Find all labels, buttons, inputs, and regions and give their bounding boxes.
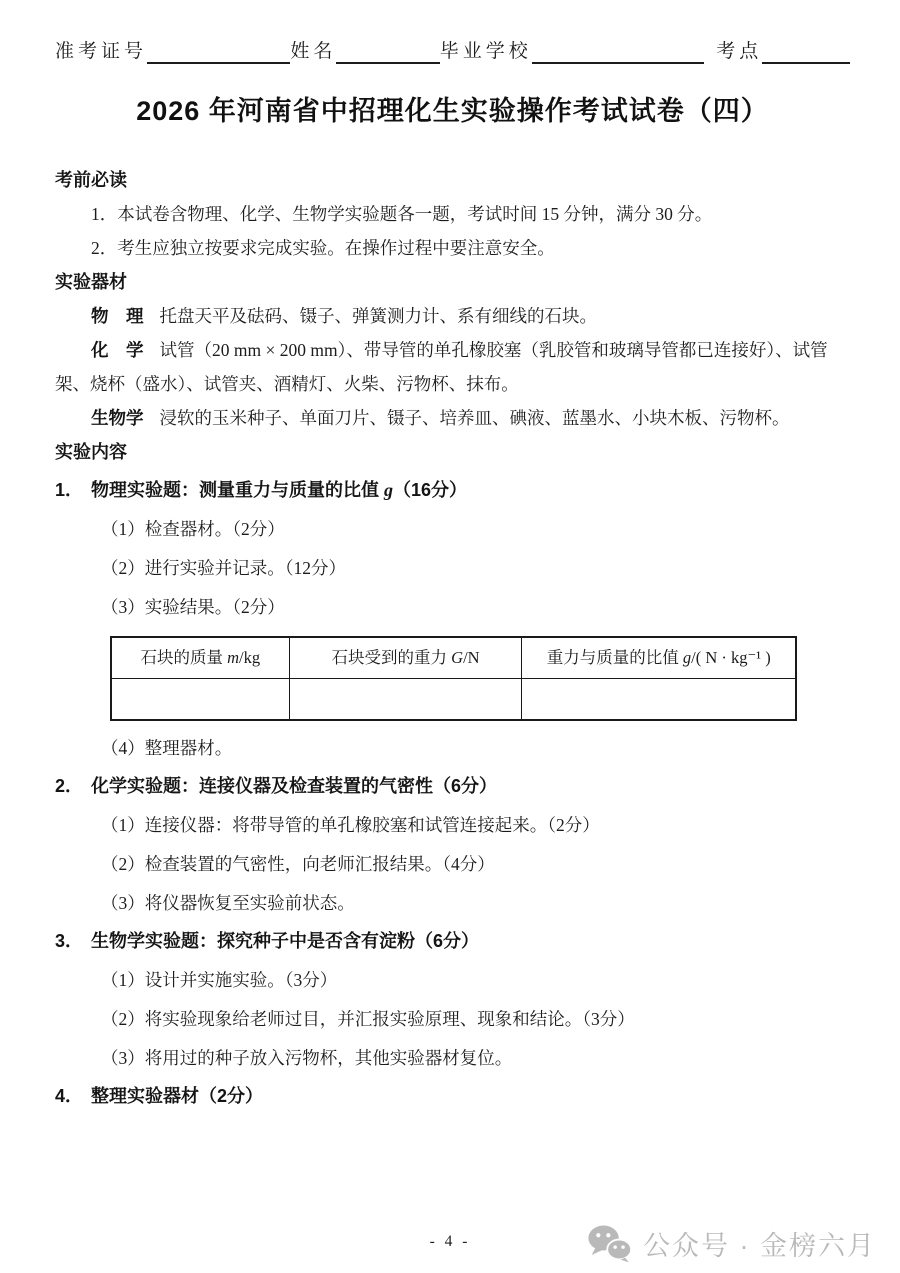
gravity-variable: G xyxy=(451,647,464,667)
section-1-heading xyxy=(55,473,850,507)
mass-header-text: 石块的质量 xyxy=(140,647,228,667)
section-1-step-1: （1）检查器材。（2分） xyxy=(101,519,285,539)
section-3-heading xyxy=(55,924,850,958)
gravity-unit: /N xyxy=(463,647,480,667)
page-title: 2026 年河南省中招理化生实验操作考试试卷（四） xyxy=(136,96,769,126)
ratio-header-text: 重力与质量的比值 xyxy=(546,647,683,667)
watermark-text: 公众号 · 金榜六月 xyxy=(643,1231,876,1261)
section-3-step-1: （1）设计并实施实验。（3分） xyxy=(101,970,338,990)
section-1-step-2: （2）进行实验并记录。（12分） xyxy=(101,558,346,578)
column-header-mass xyxy=(111,637,289,678)
section-3-title: 生物学实验题：探究种子中是否含有淀粉（6分） xyxy=(91,931,480,951)
gravity-header-text: 石块受到的重力 xyxy=(331,647,452,667)
section-3-number: 3． xyxy=(55,931,84,951)
ratio-value-cell[interactable] xyxy=(522,678,796,720)
results-table xyxy=(110,636,797,721)
equipment-biology xyxy=(55,401,850,435)
name-label: 姓名 xyxy=(290,41,337,62)
watermark xyxy=(587,1224,876,1263)
equipment-chemistry xyxy=(55,333,850,401)
notice-heading: 考前必读 xyxy=(55,170,127,190)
equipment-biology-label: 生物学 xyxy=(91,408,144,428)
exam-site-blank[interactable] xyxy=(762,42,850,64)
ratio-unit: /( N · kg⁻¹ ) xyxy=(691,647,771,667)
section-4-heading xyxy=(55,1079,850,1113)
section-3-step-2: （2）将实验现象给老师过目，并汇报实验原理、现象和结论。（3分） xyxy=(101,1009,635,1029)
section-1-score: （16分） xyxy=(393,480,468,500)
results-table-data-row xyxy=(111,678,796,720)
equipment-chemistry-label: 化 学 xyxy=(91,340,144,360)
section-4-number: 4． xyxy=(55,1086,84,1106)
mass-value-cell[interactable] xyxy=(111,678,289,720)
wechat-icon xyxy=(587,1224,633,1263)
ratio-variable: g xyxy=(682,647,692,667)
section-1-number: 1． xyxy=(55,480,84,500)
equipment-biology-text: 浸软的玉米种子、单面刀片、镊子、培养皿、碘液、蓝墨水、小块木板、污物杯。 xyxy=(159,408,790,428)
notice-item-1: 1．本试卷含物理、化学、生物学实验题各一题，考试时间 15 分钟，满分 30 分。 xyxy=(91,204,713,224)
admission-number-blank[interactable] xyxy=(147,42,290,64)
section-2-heading xyxy=(55,769,850,803)
equipment-physics-label: 物 理 xyxy=(91,306,144,326)
column-header-gravity xyxy=(289,637,522,678)
notice-item-2: 2．考生应独立按要求完成实验。在操作过程中要注意安全。 xyxy=(91,238,555,258)
content-heading: 实验内容 xyxy=(55,442,127,462)
section-4-title: 整理实验器材（2分） xyxy=(91,1086,264,1106)
name-blank[interactable] xyxy=(336,42,439,64)
section-2-title: 化学实验题：连接仪器及检查装置的气密性（6分） xyxy=(91,776,498,796)
section-2-step-2: （2）检查装置的气密性，向老师汇报结果。（4分） xyxy=(101,854,495,874)
exam-site-label: 考点 xyxy=(716,41,763,62)
equipment-physics-text: 托盘天平及砝码、镊子、弹簧测力计、系有细线的石块。 xyxy=(159,306,597,326)
section-1-variable-g: g xyxy=(384,480,394,500)
section-2-number: 2． xyxy=(55,776,84,796)
section-1-title: 物理实验题：测量重力与质量的比值 xyxy=(91,480,385,500)
results-table-header-row xyxy=(111,637,796,678)
page-number: - 4 - xyxy=(429,1233,471,1250)
column-header-ratio xyxy=(522,637,796,678)
section-1-step-3: （3）实验结果。（2分） xyxy=(101,597,285,617)
equipment-physics xyxy=(55,299,850,333)
admission-number-label: 准考证号 xyxy=(55,41,148,62)
graduation-school-label: 毕业学校 xyxy=(439,41,532,62)
section-3-step-3: （3）将用过的种子放入污物杯，其他实验器材复位。 xyxy=(101,1048,513,1068)
graduation-school-blank[interactable] xyxy=(532,42,705,64)
candidate-info-header xyxy=(55,36,850,64)
mass-variable: m xyxy=(227,647,240,667)
section-2-step-3: （3）将仪器恢复至实验前状态。 xyxy=(101,893,355,913)
section-2-step-1: （1）连接仪器：将带导管的单孔橡胶塞和试管连接起来。（2分） xyxy=(101,815,600,835)
section-1-step-4: （4）整理器材。 xyxy=(101,738,233,758)
gravity-value-cell[interactable] xyxy=(289,678,522,720)
equipment-chemistry-text: 试管（20 mm × 200 mm）、带导管的单孔橡胶塞（乳胶管和玻璃导管都已连接好）、试管架、烧杯（盛水）、试管夹、酒精灯、火柴、污物杯、抹布。 xyxy=(55,340,828,394)
mass-unit: /kg xyxy=(239,647,261,667)
equipment-heading: 实验器材 xyxy=(55,272,127,292)
